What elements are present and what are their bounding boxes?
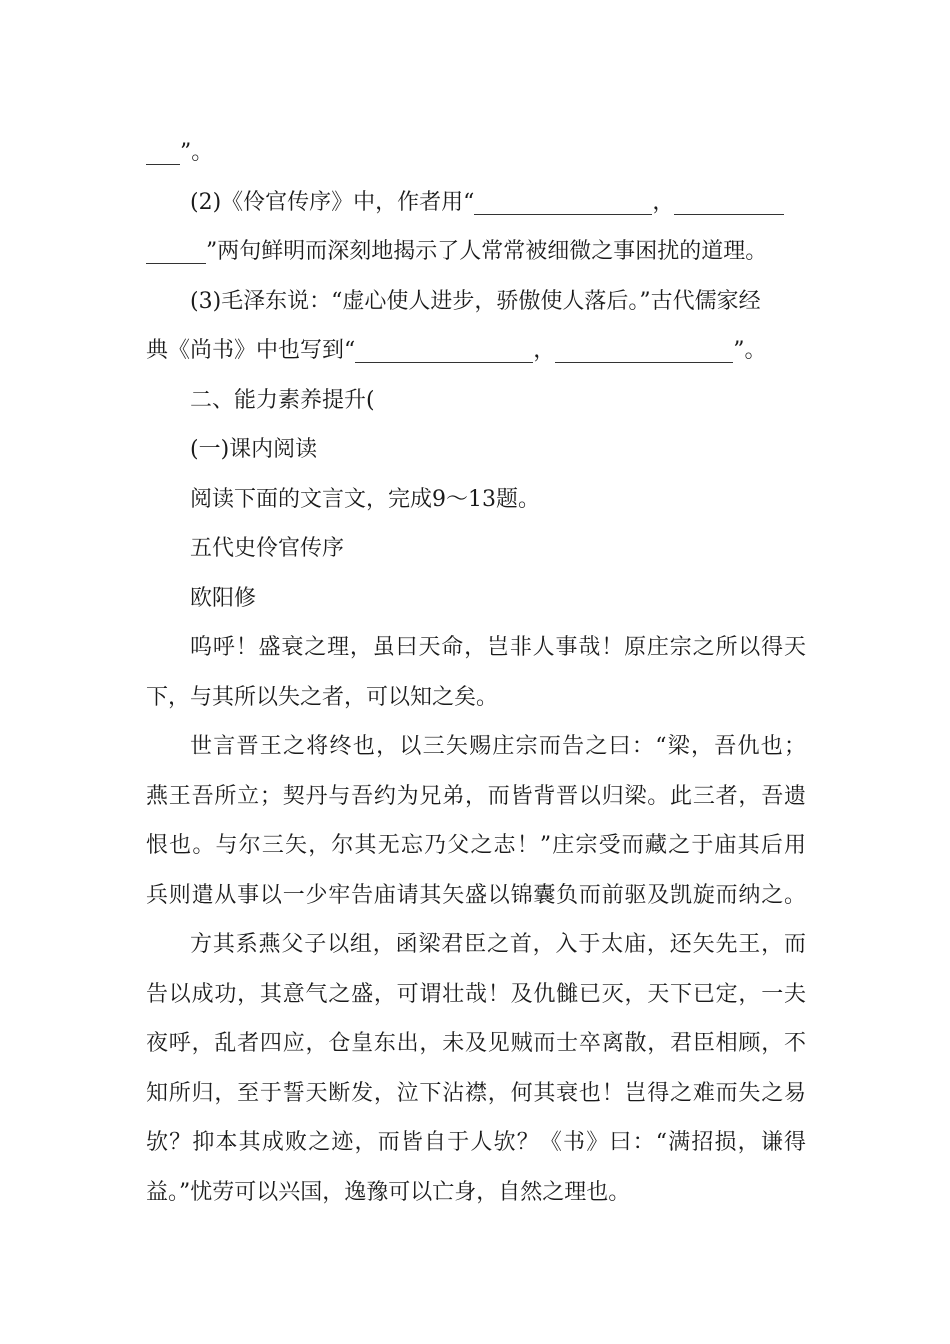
paragraph-line: 兵则遣从事以一少牢告庙请其矢盛以锦囊负而前驱及凯旋而纳之。 bbox=[146, 882, 806, 908]
paragraph-line: 呜呼！盛衰之理，虽曰天命，岂非人事哉！原庄宗之所以得天 bbox=[190, 635, 806, 660]
paragraph bbox=[146, 722, 806, 920]
paragraph bbox=[146, 920, 806, 1217]
paragraph bbox=[146, 623, 806, 722]
paragraph-line: 燕王吾所立；契丹与吾约为兄弟，而皆背晋以归梁。此三者，吾遗 bbox=[146, 783, 806, 809]
answer-blank[interactable] bbox=[555, 338, 733, 363]
question-2-line-2 bbox=[146, 227, 806, 277]
paragraph-line: 知所归，至于誓天断发，泣下沾襟，何其衰也！岂得之难而失之易 bbox=[146, 1080, 806, 1106]
paragraph-line: 告以成功，其意气之盛，可谓壮哉！及仇雠已灭，天下已定，一夫 bbox=[146, 981, 806, 1007]
answer-blank[interactable] bbox=[146, 239, 206, 264]
document-page bbox=[146, 128, 806, 1217]
paragraph-line: 益。”忧劳可以兴国，逸豫可以亡身，自然之理也。 bbox=[146, 1179, 631, 1205]
reading-instruction: 阅读下面的文言文，完成9～13题。 bbox=[190, 486, 540, 512]
paragraph-line: 下，与其所以失之者，可以知之矣。 bbox=[146, 684, 499, 710]
answer-blank[interactable] bbox=[474, 190, 652, 215]
subsection-heading: (一)课内阅读 bbox=[190, 437, 318, 462]
paragraph-line: 欤？抑本其成败之迹，而皆自于人欤？《书》曰：“满招损，谦得 bbox=[146, 1130, 806, 1155]
passage-author: 欧阳修 bbox=[190, 585, 257, 611]
question-3-line-2: 典《尚书》中也写到“ ， ”。 bbox=[146, 338, 767, 363]
answer-blank[interactable] bbox=[674, 190, 784, 215]
paragraph-line: 恨也。与尔三矢，尔其无忘乃父之志！”庄宗受而藏之于庙其后用 bbox=[146, 833, 806, 858]
paragraph-line: 世言晋王之将终也，以三矢赐庄宗而告之曰：“梁，吾仇也； bbox=[190, 734, 806, 759]
question-2-prefix: (2)《伶官传序》中，作者用“ bbox=[190, 189, 475, 215]
question-3-line-1: (3)毛泽东说：“虚心使人进步，骄傲使人落后。”古代儒家经 bbox=[190, 288, 761, 314]
question-2-line-1: (2)《伶官传序》中，作者用“ ， bbox=[146, 178, 806, 228]
answer-blank[interactable] bbox=[355, 338, 533, 363]
question-2-suffix: ”两句鲜明而深刻地揭示了人常常被细微之事困扰的道理。 bbox=[206, 239, 768, 264]
paragraph-line: 方其系燕父子以组，函梁君臣之首，入于太庙，还矢先王，而 bbox=[190, 932, 806, 957]
question-1-tail: ”。 bbox=[146, 128, 806, 178]
section-heading: 二、能力素养提升( bbox=[190, 387, 375, 413]
paragraph-line: 夜呼，乱者四应，仓皇东出，未及见贼而士卒离散，君臣相顾，不 bbox=[146, 1031, 806, 1056]
answer-blank[interactable] bbox=[146, 140, 180, 165]
passage-title: 五代史伶官传序 bbox=[190, 536, 345, 561]
